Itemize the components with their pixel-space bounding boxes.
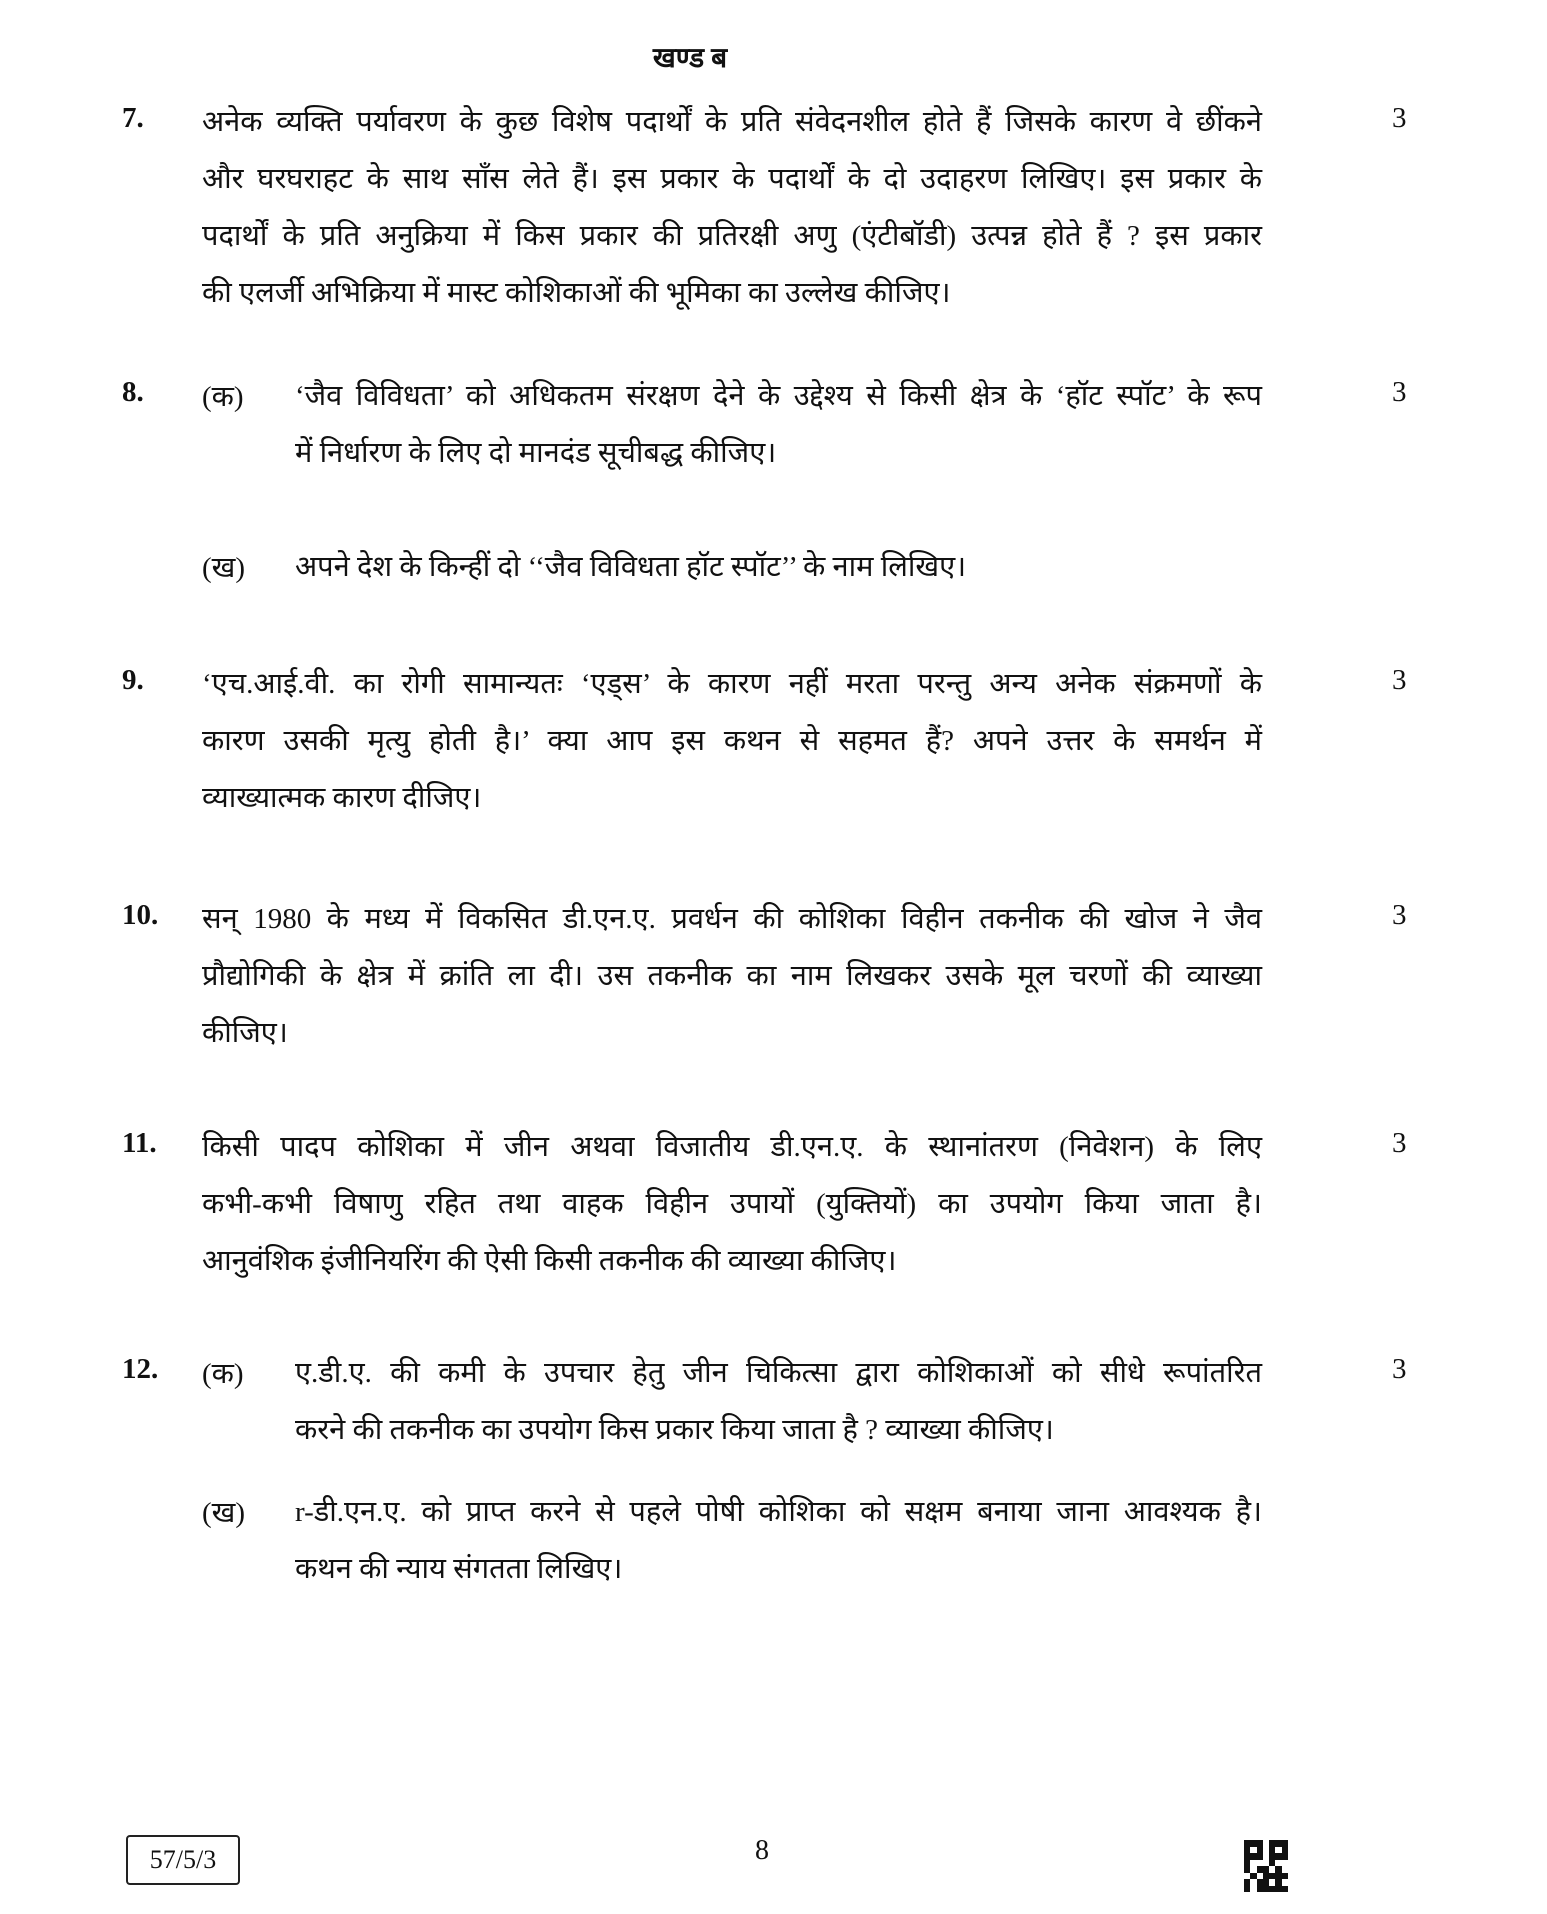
question-text [295, 547, 1262, 604]
question-text [295, 376, 1262, 490]
qr-code-icon [1244, 1840, 1288, 1892]
question-number: 8. [122, 376, 144, 408]
text-line: और घरघराहट के साथ साँस लेते हैं। इस प्रकार के पदार्थों के दो उदाहरण लिखिए। इस प्रकार के [202, 163, 1262, 195]
question-number: 10. [122, 899, 159, 931]
question-marks: 3 [1392, 899, 1407, 931]
text-line: ‘एच.आई.वी. का रोगी सामान्यतः ‘एड्स’ के कारण नहीं मरता परन्तु अन्य अनेक संक्रमणों के [202, 668, 1262, 700]
sub-part-label: (क) [202, 1358, 244, 1390]
text-line: सन् 1980 के मध्य में विकसित डी.एन.ए. प्रवर्धन की कोशिका विहीन तकनीक की खोज ने जैव [202, 903, 1262, 935]
text-line: करने की तकनीक का उपयोग किस प्रकार किया जाता है ? व्याख्या कीजिए। [295, 1414, 1054, 1446]
question-marks: 3 [1392, 664, 1407, 696]
question-number: 11. [122, 1127, 157, 1159]
text-line: कारण उसकी मृत्यु होती है।’ क्या आप इस कथन से सहमत हैं? अपने उत्तर के समर्थन में [202, 725, 1262, 757]
text-line: ‘जैव विविधता’ को अधिकतम संरक्षण देने के उद्देश्य से किसी क्षेत्र के ‘हॉट स्पॉट’ के रूप [295, 380, 1262, 412]
question-text [295, 1492, 1262, 1606]
question-text [202, 664, 1262, 835]
question-number: 9. [122, 664, 144, 696]
question-marks: 3 [1392, 1127, 1407, 1159]
sub-part-label: (ख) [202, 1497, 246, 1529]
text-line: r-डी.एन.ए. को प्राप्त करने से पहले पोषी कोशिका को सक्षम बनाया जाना आवश्यक है। [295, 1496, 1262, 1528]
question-marks: 3 [1392, 376, 1407, 408]
text-line: कीजिए। [202, 1017, 288, 1049]
text-line: किसी पादप कोशिका में जीन अथवा विजातीय डी.एन.ए. के स्थानांतरण (निवेशन) के लिए [202, 1131, 1262, 1163]
text-line: पदार्थों के प्रति अनुक्रिया में किस प्रकार की प्रतिरक्षी अणु (एंटीबॉडी) उत्पन्न होते हैं ? इस प्रकार [202, 220, 1262, 252]
page-number: 8 [755, 1835, 769, 1866]
question-text [202, 102, 1262, 330]
text-line: कथन की न्याय संगतता लिखिए। [295, 1553, 623, 1585]
text-line: प्रौद्योगिकी के क्षेत्र में क्रांति ला दी। उस तकनीक का नाम लिखकर उसके मूल चरणों की व्याख्या [202, 960, 1262, 992]
text-line: अपने देश के किन्हीं दो ‘‘जैव विविधता हॉट स्पॉट’’ के नाम लिखिए। [295, 551, 967, 583]
text-line: व्याख्यात्मक कारण दीजिए। [202, 782, 482, 814]
paper-code: 57/5/3 [126, 1835, 240, 1885]
text-line: आनुवंशिक इंजीनियरिंग की ऐसी किसी तकनीक की व्याख्या कीजिए। [202, 1245, 897, 1277]
question-number: 12. [122, 1353, 159, 1385]
sub-part-label: (क) [202, 381, 244, 413]
question-text [295, 1353, 1262, 1467]
sub-part-label: (ख) [202, 552, 246, 584]
text-line: में निर्धारण के लिए दो मानदंड सूचीबद्ध कीजिए। [295, 437, 777, 469]
question-text [202, 1127, 1262, 1298]
question-text [202, 899, 1262, 1070]
section-heading: खण्ड ब [652, 43, 728, 74]
text-line: कभी-कभी विषाणु रहित तथा वाहक विहीन उपायों (युक्तियों) का उपयोग किया जाता है। [202, 1188, 1262, 1220]
text-line: की एलर्जी अभिक्रिया में मास्ट कोशिकाओं की भूमिका का उल्लेख कीजिए। [202, 277, 951, 309]
text-line: अनेक व्यक्ति पर्यावरण के कुछ विशेष पदार्थों के प्रति संवेदनशील होते हैं जिसके कारण वे छींकने [202, 106, 1262, 138]
question-marks: 3 [1392, 102, 1407, 134]
question-number: 7. [122, 102, 144, 134]
text-line: ए.डी.ए. की कमी के उपचार हेतु जीन चिकित्सा द्वारा कोशिकाओं को सीधे रूपांतरित [295, 1357, 1262, 1389]
question-marks: 3 [1392, 1353, 1407, 1385]
